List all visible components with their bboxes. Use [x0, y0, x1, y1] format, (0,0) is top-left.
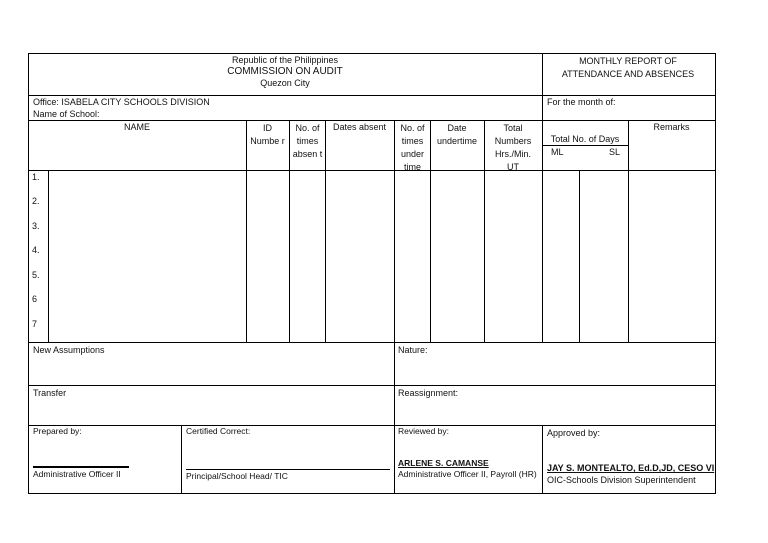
total-days-header: Total No. of Days [550, 134, 620, 144]
nature-label: Nature: [398, 345, 428, 355]
report-title: MONTHLY REPORT OF ATTENDANCE AND ABSENCES [561, 56, 695, 79]
info-divider [28, 120, 716, 121]
form-bottom-border [28, 493, 716, 494]
dates-absent-divider [394, 120, 395, 493]
reviewed-approved-divider [542, 425, 543, 493]
row-number: 1. [32, 172, 40, 182]
form-left-border [28, 53, 29, 494]
assumptions-divider [28, 385, 716, 386]
total-numbers-header: Total Numbers Hrs./Min. UT [494, 123, 532, 172]
times-absent-divider [325, 120, 326, 343]
row-number: 4. [32, 245, 40, 255]
dates-absent-header: Dates absent [332, 122, 387, 132]
times-undertime-divider [430, 120, 431, 343]
remarks-header: Remarks [653, 122, 690, 132]
approver-title: OIC-Schools Division Superintendent [547, 475, 696, 485]
reviewed-by-label: Reviewed by: [398, 426, 450, 436]
reviewer-title: Administrative Officer II, Payroll (HR) [398, 469, 537, 479]
row-number: 7 [32, 319, 38, 329]
certified-correct-label: Certified Correct: [186, 426, 251, 436]
approver-name: JAY S. MONTEALTO, Ed.D,JD, CESO VI [547, 463, 715, 473]
id-column-header: ID Numbe r [250, 123, 285, 146]
transfer-divider [28, 425, 716, 426]
prepared-by-label: Prepared by: [33, 426, 82, 436]
school-field: Name of School: [33, 109, 100, 119]
days-remarks-divider [628, 120, 629, 343]
date-undertime-header: Date undertime [436, 123, 478, 146]
form-top-border [28, 53, 716, 54]
city-text: Quezon City [260, 78, 310, 88]
certified-title: Principal/School Head/ TIC [186, 471, 288, 481]
column-header-divider [28, 170, 716, 171]
approved-by-label: Approved by: [547, 428, 601, 438]
sl-header: SL [609, 147, 621, 157]
name-column-divider [246, 120, 247, 343]
office-field: Office: ISABELA CITY SCHOOLS DIVISION [33, 97, 210, 107]
ml-sl-divider [579, 170, 580, 343]
title-column-divider [542, 53, 543, 343]
transfer-label: Transfer [33, 388, 67, 398]
date-undertime-divider [484, 120, 485, 343]
prepared-title: Administrative Officer II [33, 469, 121, 479]
row-number-divider [48, 170, 49, 343]
republic-text: Republic of the Philippines [231, 55, 339, 65]
form-right-border [715, 53, 716, 494]
times-undertime-header: No. of times under time [400, 123, 425, 172]
new-assumptions-label: New Assumptions [33, 345, 105, 355]
times-absent-header: No. of times absen t [292, 123, 323, 159]
month-field: For the month of: [547, 97, 616, 107]
reassignment-label: Reassignment: [398, 388, 459, 398]
days-subheader-line [542, 145, 628, 146]
row-number: 5. [32, 270, 40, 280]
row-number: 6 [32, 294, 38, 304]
header-divider [28, 95, 716, 96]
id-column-divider [289, 120, 290, 343]
certified-signature-line [186, 469, 390, 470]
row-number: 3. [32, 221, 40, 231]
reviewer-name: ARLENE S. CAMANSE [398, 458, 489, 468]
prepared-signature-line [33, 466, 129, 468]
commission-text: COMMISSION ON AUDIT [227, 66, 343, 77]
name-column-header: NAME [123, 122, 150, 132]
row-number: 2. [32, 196, 40, 206]
table-bottom-line [28, 342, 716, 343]
prepared-certified-divider [181, 425, 182, 493]
ml-header: ML [551, 147, 564, 157]
